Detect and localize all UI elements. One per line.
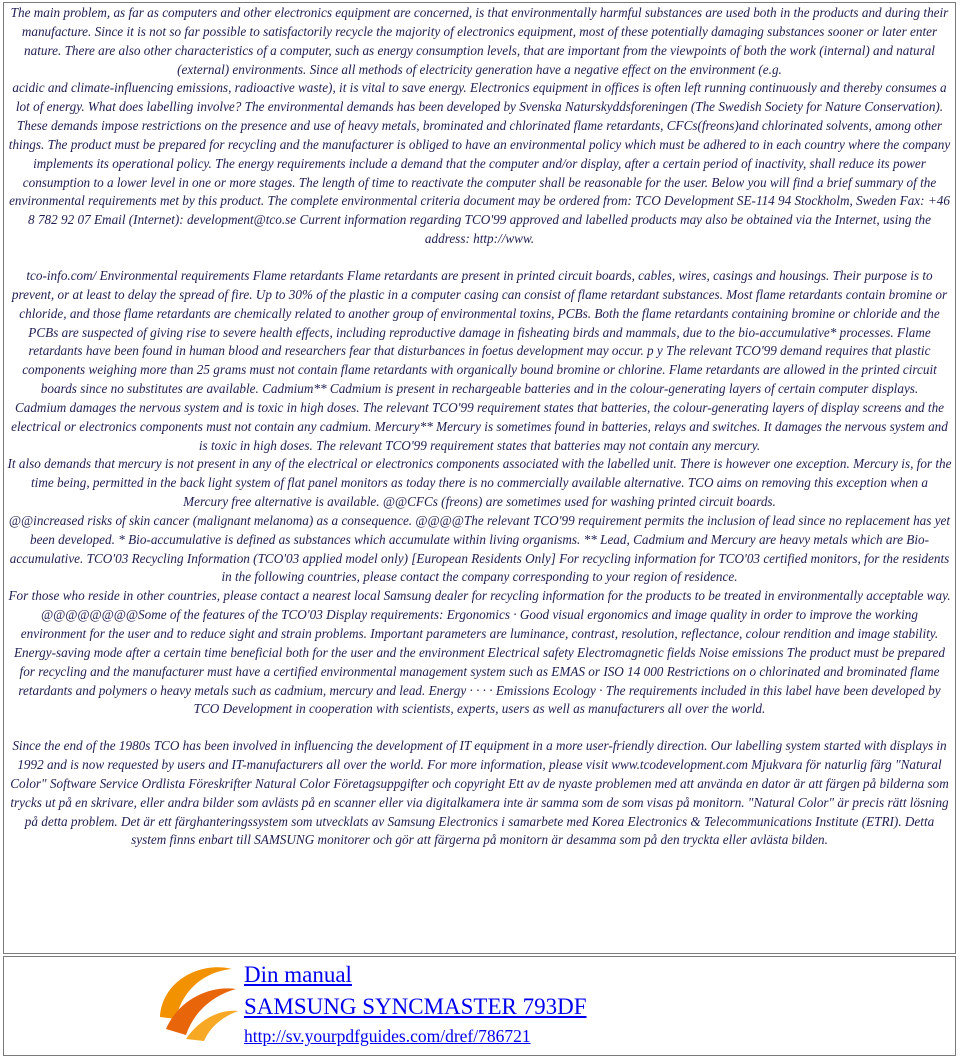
manual-link[interactable]: Din manual xyxy=(244,962,352,987)
footer-banner xyxy=(3,956,956,1056)
paragraph: @@increased risks of skin cancer (malignant melanoma) as a consequence. @@@@The relevant TCO'99 requirement permits the inclusion of lead since no replacement has yet been developed. * Bio-accumulative is defined as substances which accumulate within living organisms. ** Lead, Cadmium and Mercury are heavy metals which are Bio-accumulative. TCO'03 Recycling Information (TCO'03 applied model only) [European Residents Only] For recycling information for TCO'03 certified monitors, for the residents in the following countries, please contact the company corresponding to your region of residence. xyxy=(8,512,951,585)
paragraph-gap xyxy=(7,249,952,267)
document-text-box xyxy=(3,2,956,954)
footer-links xyxy=(244,959,587,1049)
paragraph: Since the end of the 1980s TCO has been involved in influencing the development of IT equipment in a more user-friendly direction. Our labelling system started with displays in 1992 and is now requested by users and IT-manufacturers all over the world. For more information, please visit www.tcodevelopment.com Mjukvara för naturlig färg "Natural Color" Software Service Ordlista Föreskrifter Natural Color Företagsuppgifter och copyright Ett av de nyaste problemen med att använda en dator är att färgen på bilderna som trycks ut på en skrivare, eller andra bilder som avlästs på en scanner eller via digitalkamera inte är samma som de som visas på monitorn. "Natural Color" är precis rätt lösning på detta problem. Det är ett färghanteringssystem som utvecklats av Samsung Electronics i samarbete med Korea Electronics & Telecommunications Institute (ETRI). Detta system finns enbart till SAMSUNG monitorer och gör att färgerna på monitorn är desamma som på den tryckta eller avlästa bilden. xyxy=(10,738,949,848)
paragraph: Cadmium damages the nervous system and is toxic in high doses. The relevant TCO'99 requirement states that batteries, the colour-generating layers of display screens and the electrical or electronics components must not contain any cadmium. Mercury** Mercury is sometimes found in batteries, relays and switches. It damages the nervous system and is toxic in high doses. The relevant TCO'99 requirement states that batteries may not contain any mercury. xyxy=(11,399,948,453)
product-link[interactable]: SAMSUNG SYNCMASTER 793DF xyxy=(244,994,587,1019)
paragraph: It also demands that mercury is not present in any of the electrical or electronics components associated with the labelled unit. There is however one exception. Mercury is, for the time being, permitted in the back light system of flat panel monitors as today there is no commercially available alternative. TCO aims on removing this exception when a Mercury free alternative is available. @@CFCs (freons) are sometimes used for washing printed circuit boards. xyxy=(7,456,952,510)
paragraph: acidic and climate-influencing emissions, radioactive waste), it is vital to save energy. Electronics equipment in offices is often left running continuously and thereby consumes a lot of energy. What does labelling involve? The environmental demands has been developed by Svenska Naturskyddsforeningen (The Swedish Society for Nature Conservation). These demands impose restrictions on the presence and use of heavy metals, brominated and chlorinated flame retardants, CFCs(freons)and chlorinated solvents, among other things. The product must be prepared for recycling and the manufacturer is obliged to have an environmental policy which must be adhered to in each country where the company implements its operational policy. The energy requirements include a demand that the computer and/or display, after a certain period of inactivity, shall reduce its power consumption to a lower level in one or more stages. The length of time to reactivate the computer shall be reasonable for the user. Below you will find a brief summary of the environmental requirements met by this product. The complete environmental criteria document may be ordered from: TCO Development SE-114 94 Stockholm, Sweden Fax: +46 8 782 92 07 Email (Internet): development@tco.se Current information regarding TCO'99 approved and labelled products may also be obtained via the Internet, using the address: http://www. xyxy=(8,80,951,247)
paragraph: The main problem, as far as computers and other electronics equipment are concerned, is that environmentally harmful substances are used both in the products and during their manufacture. Since it is not so far possible to satisfactorily recycle the majority of electronics equipment, most of these potentially damaging substances sooner or later enter nature. There are also other characteristics of a computer, such as energy consumption levels, that are important from the viewpoints of both the work (internal) and natural (external) environments. Since all methods of electricity generation have a negative effect on the environment (e.g. xyxy=(10,5,949,77)
url-link[interactable]: http://sv.yourpdfguides.com/dref/786721 xyxy=(244,1026,531,1046)
paragraph: tco-info.com/ Environmental requirements Flame retardants Flame retardants are present in printed circuit boards, cables, wires, casings and housings. Their purpose is to prevent, or at least to delay the spread of fire. Up to 30% of the plastic in a computer casing can consist of flame retardant substances. Most flame retardants contain bromine or chloride, and those flame retardants are chemically related to another group of environmental toxins, PCBs. Both the flame retardants containing bromine or chloride and the PCBs are suspected of giving rise to severe health effects, including reproductive damage in fisheating birds and mammals, due to the bio-accumulative* processes. Flame retardants have been found in human blood and researchers fear that disturbances in foetus development may occur. p y The relevant TCO'99 demand requires that plastic components weighing more than 25 grams must not contain flame retardants with organically bound bromine or chlorine. Flame retardants are allowed in the printed circuit boards since no substitutes are available. Cadmium** Cadmium is present in rechargeable batteries and in the colour-generating layers of certain computer displays. xyxy=(11,267,948,397)
orange-swoosh-logo-icon xyxy=(156,959,238,1041)
paragraph: For those who reside in other countries, please contact a nearest local Samsung dealer for recycling information for the products to be treated in environmentally acceptable way. @@@@@@@@Some of the features of the TCO'03 Display requirements: Ergonomics · Good visual ergonomics and image quality in order to improve the working environment for the user and to reduce sight and strain problems. Important parameters are luminance, contrast, resolution, reflectance, colour rendition and image stability. Energy-saving mode after a certain time beneficial both for the user and the environment Electrical safety Electromagnetic fields Noise emissions The product must be prepared for recycling and the manufacturer must have a certified environmental management system such as EMAS or ISO 14 000 Restrictions on o chlorinated and brominated flame retardants and polymers o heavy metals such as cadmium, mercury and lead. Energy · · · · Emissions Ecology · The requirements included in this label have been developed by TCO Development in cooperation with scientists, experts, users as well as manufacturers all over the world. xyxy=(8,588,951,717)
paragraph-gap xyxy=(7,719,952,737)
